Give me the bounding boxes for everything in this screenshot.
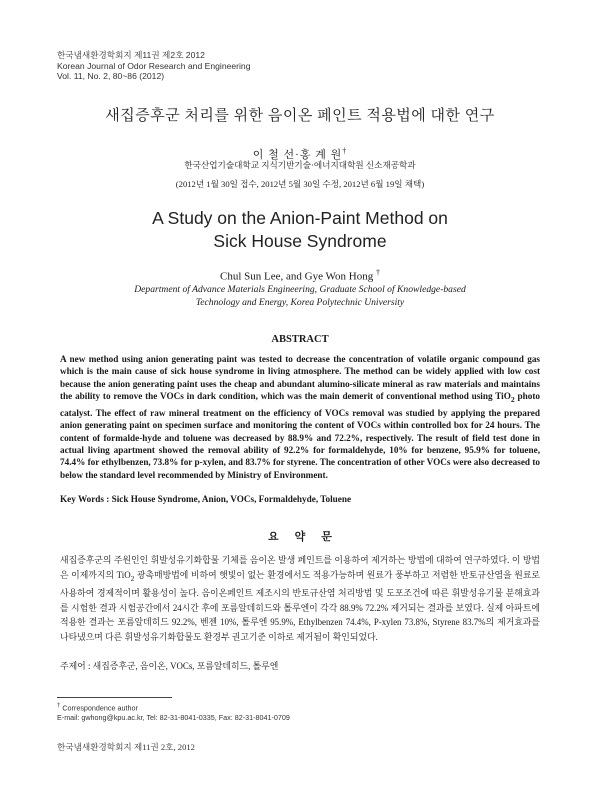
korean-dates: (2012년 1월 30일 접수, 2012년 5월 30일 수정, 2012년 6월 19일 채택): [175, 179, 425, 189]
english-affiliation-line-2: Technology and Energy, Korea Polytechnic University: [195, 296, 405, 308]
journal-header: [57, 50, 250, 82]
keywords-label: Key Words :: [60, 494, 112, 504]
journal-english-name: Korean Journal of Odor Research and Engineering: [57, 60, 251, 71]
korean-abstract-subscript: 2: [130, 573, 135, 583]
english-title: [0, 207, 600, 253]
korean-author-mark: †: [342, 146, 348, 156]
page-footer: 한국냄새환경학회지 제11권 2호, 2012: [57, 742, 195, 752]
footnote-mark: †: [57, 703, 61, 709]
english-affiliation-line-1: Department of Advance Materials Engineering, Graduate School of Knowledge-based: [134, 284, 466, 295]
journal-korean-volume: 한국냄새환경학회지 제11권 제2호 2012: [57, 50, 205, 60]
footnote-contact: E-mail: gwhong@kpu.ac.kr, Tel: 82-31-8041-0335, Fax: 82-31-8041-0709: [57, 712, 290, 722]
abstract-heading: ABSTRACT: [271, 334, 329, 345]
korean-abstract-text-part-1: 새집증후군의 주원인인 휘발성유기화합물 기체를 음이온 발생 페인트를 이용하여 제거하는 방법에 대하여 연구하였다. 이 방법은 이제까지의 TiO: [60, 555, 540, 580]
abstract-body: [60, 353, 540, 481]
korean-keywords: 주제어 : 새집증후군, 음이온, VOCs, 포름알데히드, 톨루엔: [60, 661, 279, 671]
korean-title: 새집증후군 처리를 위한 음이온 페인트 적용법에 대한 연구: [105, 108, 495, 124]
keywords: [60, 494, 540, 504]
korean-author-names: 이 철 선·홍 계 원: [252, 149, 343, 161]
english-title-line-1: A Study on the Anion-Paint Method on: [152, 208, 448, 228]
footnote-label: Correspondence author: [62, 703, 138, 713]
abstract-subscript: 2: [510, 395, 515, 405]
footnote-heading: [57, 702, 290, 713]
english-affiliation: [120, 284, 480, 309]
english-author-mark: †: [375, 268, 380, 277]
abstract-text-part-2: photo catalyst. The effect of raw mineral treatment on the efficiency of VOCs removal was studied by applying the prepared anion generating paint on specimen surface and monitoring the content of VOCs within controlled box for 24 hours. The content of formalde-hyde and toluene was decreased by 88.9% and 72.2%, respectively. The result of field test done in actual living apartment showed the removal ability of 92.2% for formaldehyde, 10% for benzene, 95.9% for toluene, 74.4% for ethylbenzen, 73.8% for p-xylen, and 83.7% for styrene. The concentration of other VOCs were also decreased to below the standard level recommended by Ministry of Environment.: [60, 391, 541, 480]
english-title-line-2: Sick House Syndrome: [213, 231, 387, 251]
english-author-names: Chul Sun Lee, and Gye Won Hong: [220, 270, 374, 283]
korean-abstract-text-part-2: 광촉매방법에 비하여 햇빛이 없는 환경에서도 적용가능하며 원료가 풍부하고 저렴한 반토규산염을 원료로 사용하여 경제적이며 활용성이 높다. 음이온페인트 제조시의 반토규산염 처리방법 및 도포조건에 따른 휘발성유기물 분해효과를 시험한 결과 시험공간에서 24시간 후에 포름알데히드와 톨루엔이 각각 88.9% 72.2% 제거되는 결과를 보였다. 실제 아파트에 적용한 결과는 포름알데히드 92.2%, 벤젠 10%, 톨루엔 95.9%, Ethylbenzen 74.4%, P-xylen 73.8%, Styrene 83.7%의 제거효과를 나타냈으며 다른 휘발성유기화합물도 환경부 권고기준 이하로 제거됨이 확인되었다.: [60, 569, 540, 642]
journal-volume-issue: Vol. 11, No. 2, 80~86 (2012): [57, 71, 165, 81]
abstract-text-part-1: A new method using anion generating paint was tested to decrease the concentration of volatile organic compound gas which is the main cause of sick house syndrome in living atmosphere. The method can be widely applied with low cost because the anion generating paint uses the cheap and abundant alumino-silicate mineral as raw materials and maintains the ability to remove the VOCs in dark condition, which was the main demerit of conventional method using TiO: [60, 354, 540, 402]
footnote-divider: [57, 697, 172, 698]
korean-abstract-body: [60, 553, 540, 644]
keywords-text: Sick House Syndrome, Anion, VOCs, Formaldehyde, Toluene: [111, 494, 352, 504]
korean-abstract-heading: 요약문: [268, 531, 348, 543]
korean-affiliation: 한국산업기술대학교 지식기반기술·에너지대학원 신소재공학과: [184, 160, 416, 170]
english-authors: [0, 268, 600, 283]
correspondence-footnote: [57, 702, 290, 722]
